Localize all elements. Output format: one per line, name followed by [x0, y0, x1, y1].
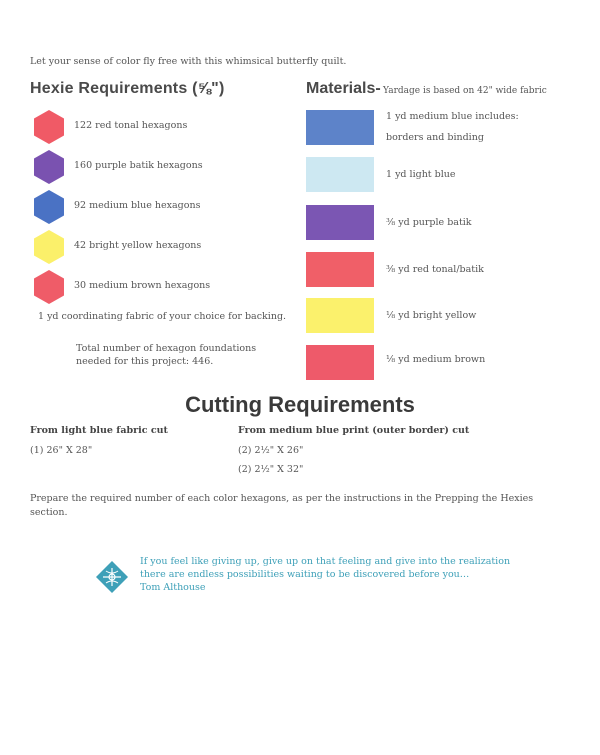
total-line-2: needed for this project: 446. [76, 356, 214, 367]
brown-fabric-swatch [306, 345, 374, 380]
light-blue-fabric-swatch [306, 157, 374, 192]
quote-line-1: If you feel like giving up, give up on that feeling and give into the realization [140, 556, 511, 567]
hexie-item-blue: 92 medium blue hexagons [74, 200, 201, 211]
material-light-blue: 1 yd light blue [386, 169, 456, 180]
butterfly-quote-icon [95, 560, 129, 594]
total-foundations [76, 342, 256, 368]
purple-fabric-swatch [306, 205, 374, 240]
backing-note: 1 yd coordinating fabric of your choice for backing. [38, 311, 287, 322]
purple-hexagon-swatch [34, 150, 64, 184]
cutting-left-heading: From light blue fabric cut [30, 425, 168, 436]
cutting-requirements-heading: Cutting Requirements [185, 392, 415, 417]
cutting-right-item: (2) 2½" X 26" [238, 445, 304, 456]
material-brown: ⅛ yd medium brown [386, 354, 486, 365]
brown-hexagon-swatch [34, 270, 64, 304]
hexie-item-brown: 30 medium brown hexagons [74, 280, 211, 291]
materials-note: Yardage is based on 42" wide fabric [383, 86, 547, 96]
material-red: ⅜ yd red tonal/batik [386, 264, 484, 275]
cutting-left-item: (1) 26" X 28" [30, 445, 93, 456]
yellow-fabric-swatch [306, 298, 374, 333]
hexie-requirements-heading: Hexie Requirements (⅝") [30, 80, 225, 97]
prep-instructions: Prepare the required number of each color hexagons, as per the instructions in the Prepping the Hexies section. [30, 493, 534, 518]
hexie-item-yellow: 42 bright yellow hexagons [74, 240, 202, 251]
medium-blue-fabric-swatch [306, 110, 374, 145]
materials-heading: Materials- [306, 80, 381, 97]
red-hexagon-swatch [34, 110, 64, 144]
red-fabric-swatch [306, 252, 374, 287]
material-medium-blue [386, 106, 519, 148]
quote-author: Tom Althouse [140, 582, 206, 593]
yellow-hexagon-swatch [34, 230, 64, 264]
inspirational-quote [140, 555, 510, 594]
cutting-right-item: (2) 2½" X 32" [238, 464, 304, 475]
total-line-1: Total number of hexagon foundations [76, 343, 257, 354]
intro-text: Let your sense of color fly free with this whimsical butterfly quilt. [30, 56, 347, 67]
material-purple: ⅜ yd purple batik [386, 217, 472, 228]
material-yellow: ⅛ yd bright yellow [386, 310, 477, 321]
hexie-item-purple: 160 purple batik hexagons [74, 160, 203, 171]
hexie-item-red: 122 red tonal hexagons [74, 120, 188, 131]
quote-line-2: there are endless possibilities waiting to be discovered before you… [140, 569, 470, 580]
blue-hexagon-swatch [34, 190, 64, 224]
cutting-right-heading: From medium blue print (outer border) cut [238, 425, 470, 436]
material-medium-blue-line1: 1 yd medium blue includes: [386, 111, 519, 122]
material-medium-blue-line2: borders and binding [386, 132, 484, 143]
